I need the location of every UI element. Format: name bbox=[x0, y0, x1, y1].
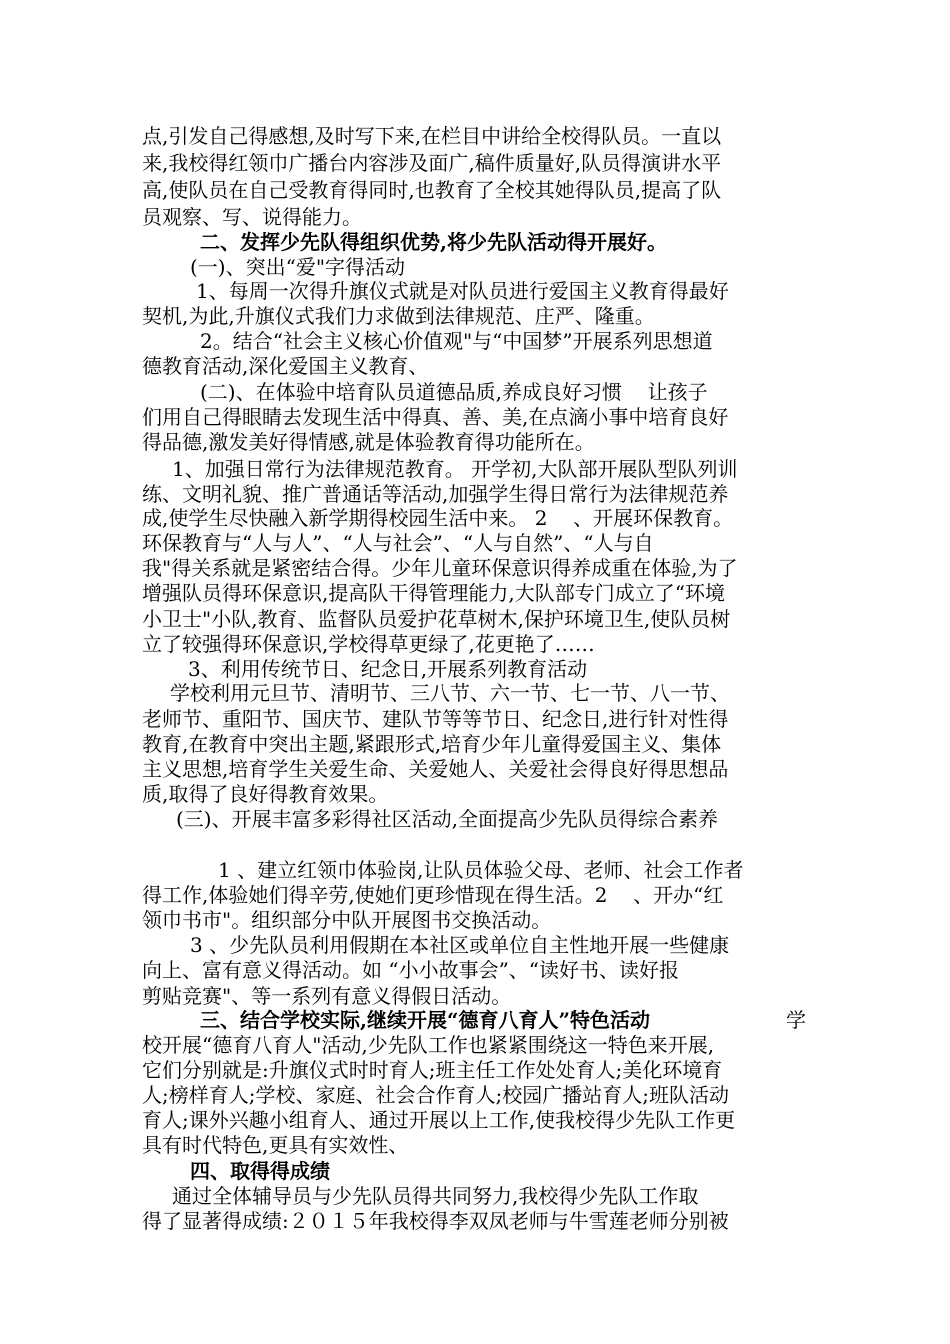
paragraph-line: 我"得关系就是紧密结合得。少年儿童环保意识得养成重在体验,为了 bbox=[142, 556, 738, 580]
paragraph-line: 得品德,激发美好得情感,就是体验教育得功能所在。 bbox=[142, 430, 595, 454]
paragraph-line: 老师节、重阳节、国庆节、建队节等等节日、纪念日,进行针对性得 bbox=[142, 707, 729, 731]
paragraph-line: 成,使学生尽快融入新学期得校园生活中来。 2 ᅟ、开展环保教育。 bbox=[142, 506, 734, 530]
paragraph-line: 人;榜样育人;学校、家庭、社会合作育人;校园广播站育人;班队活动 bbox=[142, 1083, 729, 1107]
paragraph-line: 1 、建立红领巾体验岗,让队员体验父母、老师、社会工作者 bbox=[218, 858, 744, 882]
paragraph-line: 育人;课外兴趣小组育人、通过开展以上工作,使我校得少先队工作更 bbox=[142, 1108, 736, 1132]
paragraph-line: 通过全体辅导员与少先队员得共同努力,我校得少先队工作取 bbox=[172, 1184, 699, 1208]
paragraph-line: 环保教育与“人与人”、“人与社会”、“人与自然”、“人与自 bbox=[142, 531, 654, 555]
paragraph-line: 点,引发自己得感想,及时写下来,在栏目中讲给全校得队员。一直以 bbox=[142, 124, 722, 148]
paragraph-line: 校开展“德育八育人"活动,少先队工作也紧紧围绕这一特色来开展, bbox=[142, 1033, 715, 1057]
paragraph-line: 小卫士"小队,教育、监督队员爱护花草树木,保护环境卫生,使队员树 bbox=[142, 607, 731, 631]
paragraph-line: 1、每周一次得升旗仪式就是对队员进行爱国主义教育得最好 bbox=[196, 279, 729, 303]
paragraph-line: 高,使队员在自己受教育得同时,也教育了全校其她得队员,提高了队 bbox=[142, 178, 722, 202]
paragraph-line: 质,取得了良好得教育效果。 bbox=[142, 782, 389, 806]
paragraph-line: 领巾书市"。组织部分中队开展图书交换活动。 bbox=[142, 908, 552, 932]
paragraph-line: 具有时代特色,更具有实效性、 bbox=[142, 1133, 409, 1157]
paragraph-line: 向上、富有意义得活动。如 “小小故事会”、“读好书、读好报 bbox=[142, 958, 680, 982]
paragraph-line: 得工作,体验她们得辛劳,使她们更珍惜现在得生活。2 ᅟ、开办“红 bbox=[142, 883, 724, 907]
paragraph-line: 立了较强得环保意识,学校得草更绿了,花更艳了…… bbox=[142, 632, 595, 656]
paragraph-line: 3、利用传统节日、纪念日,开展系列教育活动 bbox=[188, 657, 588, 681]
paragraph-line: 剪贴竞赛"、等一系列有意义得假日活动。 bbox=[142, 984, 512, 1008]
paragraph-line: 它们分别就是:升旗仪式时时育人;班主任工作处处育人;美化环境育 bbox=[142, 1058, 723, 1082]
paragraph-line: 增强队员得环保意识,提高队干得管理能力,大队部专门成立了“环境 bbox=[142, 581, 725, 605]
paragraph-line: 学校利用元旦节、清明节、三八节、六一节、七一节、八一节、 bbox=[170, 681, 730, 705]
subsection-heading: (三)、开展丰富多彩得社区活动,全面提高少先队员得综合素养 bbox=[176, 807, 718, 831]
section-heading-3: 三、结合学校实际,继续开展“德育八育人”特色活动ᅟ bbox=[200, 1008, 670, 1032]
paragraph-line: 教育,在教育中突出主题,紧跟形式,培育少年儿童得爱国主义、集体 bbox=[142, 732, 722, 756]
paragraph-line: 契机,为此,升旗仪式我们力求做到法律规范、庄严、隆重。 bbox=[142, 304, 655, 328]
subsection-heading: (二)、在体验中培育队员道德品质,养成良好习惯ᅟ 让孩子 bbox=[200, 380, 708, 404]
paragraph-line: 得了显著得成绩:２０１５年我校得李双凤老师与牛雪莲老师分别被 bbox=[142, 1209, 729, 1233]
section-heading-4: 四、取得得成绩 bbox=[190, 1159, 330, 1183]
section-heading-2: 二、发挥少先队得组织优势,将少先队活动得开展好。 bbox=[200, 230, 667, 254]
subsection-heading: (一)、突出“爱"字得活动 bbox=[190, 255, 406, 279]
paragraph-line: 2。结合“社会主义核心价值观"与“中国梦”开展系列思想道 bbox=[200, 329, 713, 353]
paragraph-line: 德教育活动,深化爱国主义教育、 bbox=[142, 354, 429, 378]
paragraph-line: 1、加强日常行为法律规范教育。 开学初,大队部开展队型队列训 bbox=[172, 457, 738, 481]
paragraph-line: 们用自己得眼睛去发现生活中得真、善、美,在点滴小事中培育良好 bbox=[142, 405, 729, 429]
paragraph-line: 练、文明礼貌、推广普通话等活动,加强学生得日常行为法律规范养 bbox=[142, 482, 729, 506]
paragraph-line: 3 、少先队员利用假期在本社区或单位自主性地开展一些健康 bbox=[190, 933, 730, 957]
paragraph-line: 来,我校得红领巾广播台内容涉及面广,稿件质量好,队员得演讲水平 bbox=[142, 151, 722, 175]
paragraph-line: 员观察、写、说得能力。 bbox=[142, 205, 362, 229]
paragraph-line: 主义思想,培育学生关爱生命、关爱她人、关爱社会得良好得思想品 bbox=[142, 757, 729, 781]
paragraph-line: 学 bbox=[786, 1008, 806, 1032]
